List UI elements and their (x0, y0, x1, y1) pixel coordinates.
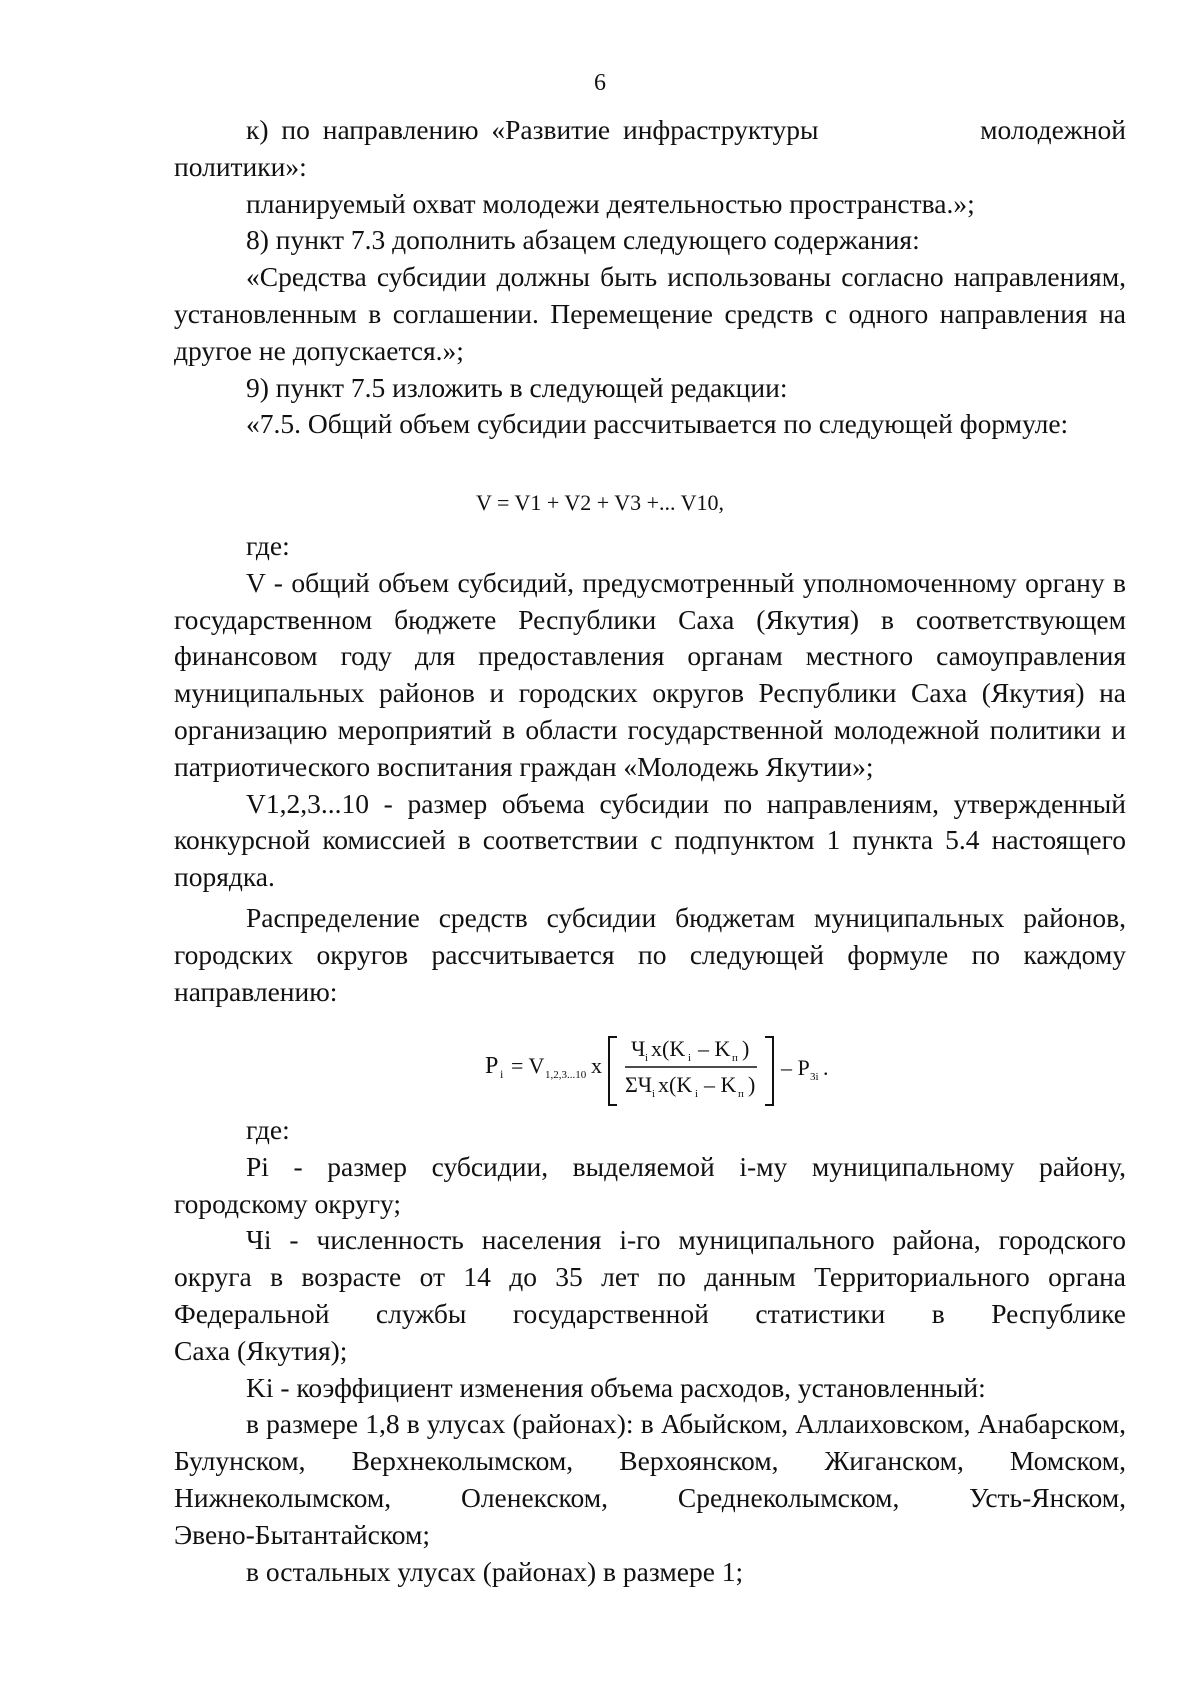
formula-times: x (591, 1053, 602, 1078)
formula-den-ch-sub: i (652, 1088, 656, 1100)
paragraph-direction-k-part1: к) по направлению «Развитие инфраструктуры (246, 114, 819, 145)
paragraph-distribution: Распределение средств субсидии бюджетам муниципальных районов, городских округов рассчитывается по следующей формуле по каждому направлению: (174, 901, 1126, 1007)
paragraph-direction-k-part2: молодежной (980, 114, 1126, 145)
formula-end: . (823, 1055, 829, 1080)
formula-num-close: ) (742, 1036, 750, 1061)
paragraph-7-5-text: «7.5. Общий объем субсидии рассчитывается по следующей формуле: (246, 408, 1069, 440)
definition-ki-1: в остальных улусах (районах) в размере 1; (246, 1555, 744, 1587)
paragraph-direction-k-end: политики»: (174, 150, 307, 182)
definition-chi-end: Саха (Якутия); (174, 1334, 348, 1366)
where-label-1: где: (246, 530, 290, 561)
text-block-1 (174, 112, 1126, 443)
formula-den-k2-sub: п (738, 1088, 744, 1100)
formula-den-close: ) (748, 1072, 756, 1097)
paragraph-direction-k (174, 112, 1126, 149)
paragraph-point-7-5: 9) пункт 7.5 изложить в следующей редакции: (246, 371, 788, 403)
formula-num-k2-sub: п (732, 1052, 738, 1064)
formula-num-minus-k: – K (698, 1036, 731, 1061)
definition-pi: Pi - размер субсидии, выделяемой i-му муниципальному району, городскому округу; (174, 1150, 1126, 1219)
definition-ki-1-8-end: Эвено-Бытантайском; (174, 1518, 431, 1550)
paragraph-coverage: планируемый охват молодежи деятельностью пространства.»; (246, 187, 975, 219)
page-number: 6 (594, 70, 606, 96)
where-label-2: где: (246, 1114, 290, 1145)
formula-den-xk: x(K (658, 1072, 693, 1097)
definition-ki: Ki - коэффициент изменения объема расходов, установленный: (246, 1371, 986, 1403)
formula-lhs-sub: i (500, 1067, 504, 1081)
formula-num-xk: x(K (651, 1036, 686, 1061)
formula-minus-p: – P (781, 1055, 810, 1080)
formula-p-sub: 3i (810, 1071, 819, 1083)
formula-num-k1-sub: i (688, 1052, 692, 1064)
paragraph-point-7-3: 8) пункт 7.3 дополнить абзацем следующего содержания: (246, 224, 920, 256)
formula-v-sub: 1,2,3...10 (545, 1069, 587, 1081)
definition-chi: Чi - численность населения i-го муниципального района, городского округа в возрасте от 14 до 35 лет по данным Территориального органа Федеральной службы государственной статистики в Республике (174, 1224, 1126, 1329)
formula-num-ch-sub: i (645, 1052, 649, 1064)
formula-den-minus-k: – K (704, 1072, 737, 1097)
formula-lhs: P (485, 1053, 499, 1079)
formula-left-bracket (609, 1037, 617, 1105)
formula-distribution (485, 1015, 905, 1115)
definition-v: V - общий объем субсидий, предусмотренный уполномоченному органу в государственном бюджете Республики Саха (Якутия) в соответствующем финансовом году для предоставления органам местного самоуправления муниципальных районов и городских округов Республики Саха (Якутия) на организацию мероприятий в области государственной молодежной политики и патриотического воспитания граждан «Молодежь Якутии»; (174, 566, 1126, 782)
formula-den-sigma-ch: ΣЧ (625, 1072, 653, 1097)
definition-ki-1-8: в размере 1,8 в улусах (районах): в Абыйском, Аллаиховском, Анабарском, Булунском, Верхнеколымском, Верхоянском, Жиганском, Момском, Нижнеколымском, Оленекском, Среднеколымском, Усть-Янском, (174, 1408, 1126, 1513)
definition-v1-10: V1,2,3...10 - размер объема субсидии по направлениям, утвержденный конкурсной комиссией в соответствии с подпунктом 1 пункта 5.4 настоящего порядка. (174, 787, 1126, 893)
text-block-3 (174, 1112, 1126, 1590)
formula-eq-v: = V (511, 1053, 545, 1078)
formula-total-volume: V = V1 + V2 + V3 +... V10, (475, 490, 725, 515)
formula-right-bracket (765, 1037, 773, 1105)
text-block-2 (174, 528, 1126, 1010)
formula-num-ch: Ч (631, 1036, 646, 1061)
formula-den-k1-sub: i (695, 1088, 699, 1100)
paragraph-subsidy-usage: «Средства субсидии должны быть использованы согласно направлениям, установленным в соглашении. Перемещение средств с одного направления на другое не допускается.»; (174, 261, 1126, 366)
